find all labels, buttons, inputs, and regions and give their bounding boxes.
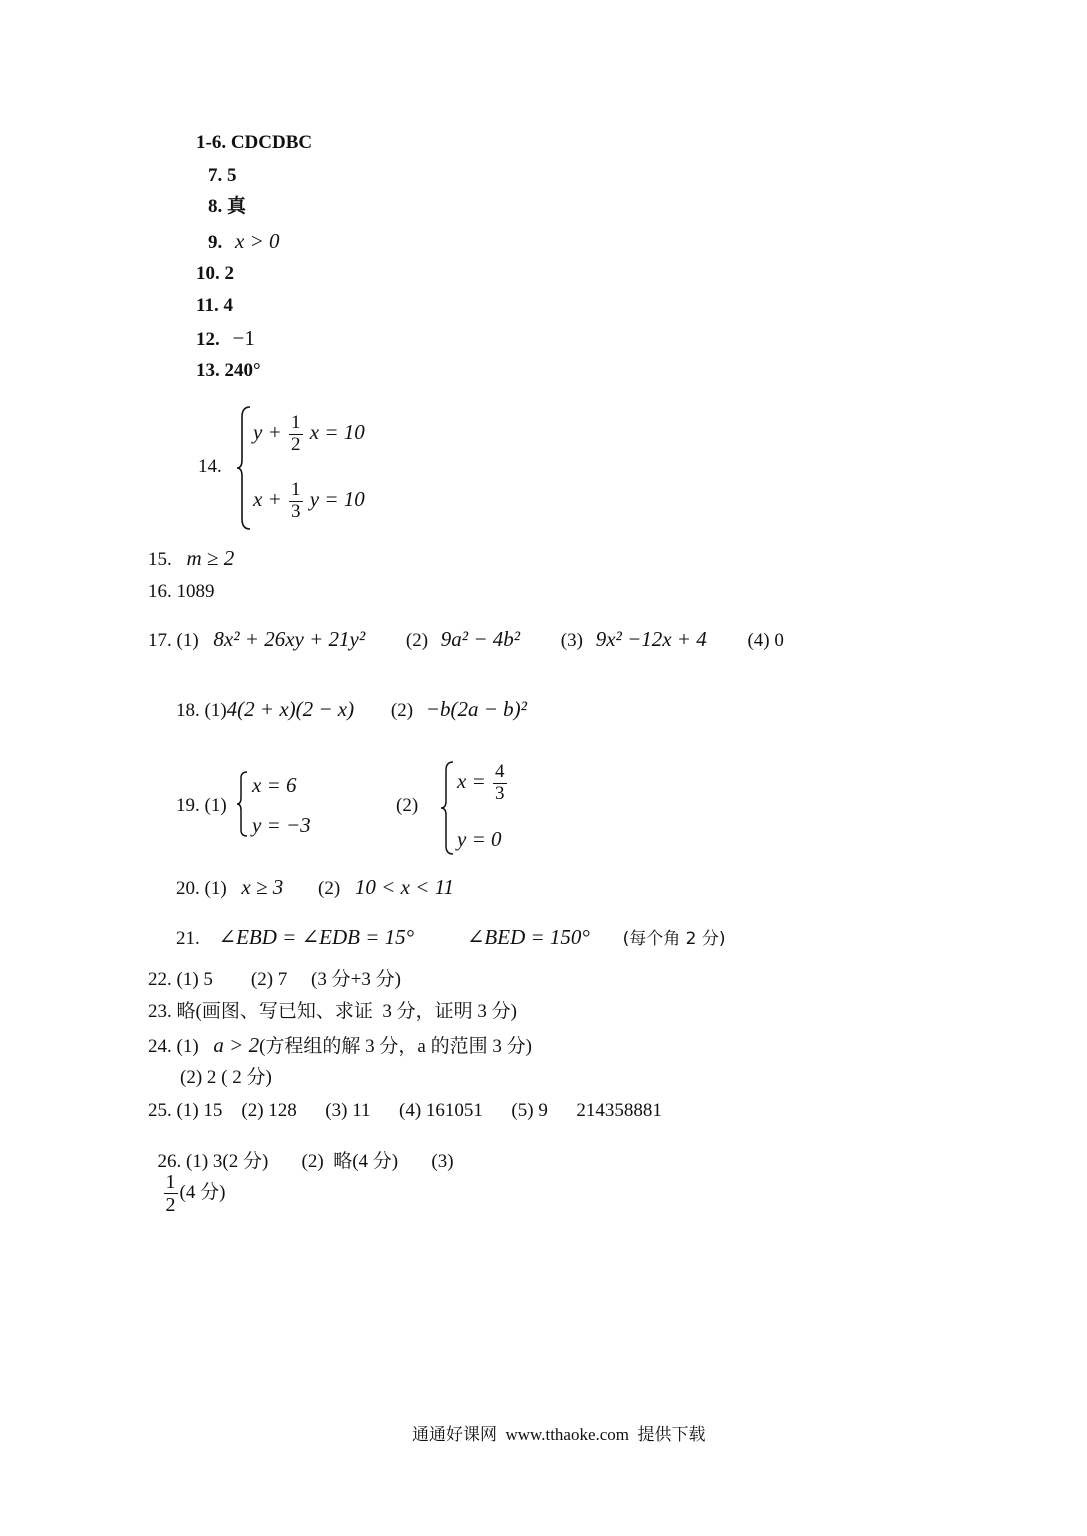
answer-18: 18. (1)4(2 + x)(2 − x) (2) −b(2a − b)² [176,697,527,721]
answer-16: 16. 1089 [148,581,215,602]
answer-14-eq1: y + $\frac{1}{2}$ x = 10 [253,412,365,455]
answer-10: 10. 2 [196,263,234,284]
answer-19-s1-eq1: x = 6 [252,773,297,797]
answer-14-num: 14. [198,456,222,477]
answer-1-6: 1-6. CDCDBC [196,132,313,153]
answer-13: 13. 240° [196,360,261,381]
left-brace-icon [236,770,250,838]
answer-19-s2-eq1: x = $\frac{4}{3}$ [457,761,505,804]
page-footer: 通通好课网 www.tthaoke.com 提供下载 [412,1425,706,1444]
answer-12 [196,328,255,349]
answer-19-label-2: (2) [396,795,419,816]
answer-24: 24. (1) a > 2(方程组的解 3 分，a 的范围 3 分) [148,1033,532,1057]
answer-12-expr: −1 [232,326,255,350]
answer-9 [208,231,280,252]
answer-23: 23. 略(画图、写已知、求证 3 分，证明 3 分) [148,1001,517,1022]
answer-21: 21. ∠EBD = ∠EDB = 15° ∠BED = 150° (每个角 2 分) [176,925,726,949]
answer-9-expr: x > 0 [235,229,280,253]
left-brace-icon [236,405,254,531]
answer-11: 11. 4 [196,295,233,316]
answer-9-num: 9. [208,232,223,253]
answer-14-eq2: x + $\frac{1}{3}$ y = 10 [253,479,365,522]
answer-8: 8. 真 [208,196,247,217]
answer-24-2: (2) 2 ( 2 分) [180,1067,272,1088]
answer-15: 15. m ≥ 2 [148,546,235,570]
answer-17: 17. (1) 8x² + 26xy + 21y² (2) 9a² − 4b² (3) 9x² −12x + 4 (4) 0 [148,627,784,651]
answer-20: 20. (1) x ≥ 3 (2) 10 < x < 11 [176,875,455,899]
answer-7: 7. 5 [208,165,237,186]
answer-26: 26. (1) 3(2 分) (2) 略(4 分) (3) $\frac{1}{2}$ (4 分) [157,1151,454,1216]
answer-19-num: 19. (1) [176,795,227,816]
left-brace-icon [440,760,456,856]
answer-12-num: 12. [196,329,220,350]
answer-25: 25. (1) 15 (2) 128 (3) 11 (4) 161051 (5) 9 214358881 [148,1100,662,1121]
answer-19-s2-eq2: y = 0 [457,827,502,851]
answer-19-s1-eq2: y = −3 [252,813,311,837]
answer-22: 22. (1) 5 (2) 7 (3 分+3 分) [148,969,401,990]
